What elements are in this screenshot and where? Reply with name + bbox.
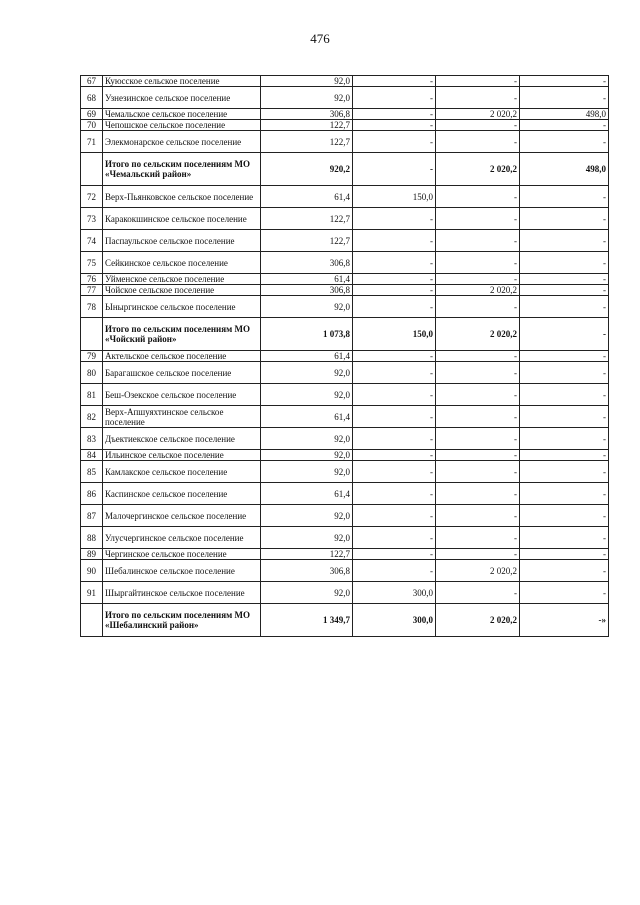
table-row (81, 230, 609, 252)
value-cell-3: - (436, 527, 520, 549)
value-cell-3: - (436, 549, 520, 560)
table-row (81, 109, 609, 120)
table-row (81, 208, 609, 230)
value-cell-1: 92,0 (261, 362, 353, 384)
settlement-name: Чемальское сельское поселение (103, 109, 261, 120)
settlement-name: Верх-Апшуяхтинское сельское поселение (103, 406, 261, 428)
value-cell-3: - (436, 582, 520, 604)
value-cell-2: 300,0 (353, 604, 436, 637)
settlement-name: Дъектиекское сельское поселение (103, 428, 261, 450)
value-cell-4: - (520, 186, 609, 208)
value-cell-1: 92,0 (261, 428, 353, 450)
table-row (81, 428, 609, 450)
table-row (81, 76, 609, 87)
settlement-name: Каракокшинское сельское поселение (103, 208, 261, 230)
table-body (81, 76, 609, 637)
table-row (81, 505, 609, 527)
table-row (81, 87, 609, 109)
value-cell-2: - (353, 131, 436, 153)
value-cell-2: - (353, 384, 436, 406)
value-cell-4: - (520, 252, 609, 274)
table-row (81, 131, 609, 153)
value-cell-3: 2 020,2 (436, 604, 520, 637)
settlement-name: Итого по сельским поселениям МО «Шебалинский район» (103, 604, 261, 637)
value-cell-4: - (520, 362, 609, 384)
settlement-name: Шыргайтинское сельское поселение (103, 582, 261, 604)
value-cell-3: - (436, 483, 520, 505)
value-cell-4: - (520, 384, 609, 406)
settlement-name: Паспаульское сельское поселение (103, 230, 261, 252)
row-number: 78 (81, 296, 103, 318)
row-number: 72 (81, 186, 103, 208)
value-cell-1: 92,0 (261, 87, 353, 109)
table-row (81, 351, 609, 362)
value-cell-4: - (520, 560, 609, 582)
value-cell-1: 122,7 (261, 120, 353, 131)
value-cell-3: - (436, 362, 520, 384)
value-cell-4: - (520, 483, 609, 505)
value-cell-2: - (353, 505, 436, 527)
row-number: 68 (81, 87, 103, 109)
value-cell-1: 122,7 (261, 230, 353, 252)
value-cell-3: - (436, 76, 520, 87)
row-number: 88 (81, 527, 103, 549)
value-cell-1: 61,4 (261, 351, 353, 362)
value-cell-2: - (353, 208, 436, 230)
value-cell-4: - (520, 285, 609, 296)
value-cell-1: 92,0 (261, 461, 353, 483)
value-cell-3: - (436, 186, 520, 208)
settlement-name: Каспинское сельское поселение (103, 483, 261, 505)
row-number: 83 (81, 428, 103, 450)
row-number: 87 (81, 505, 103, 527)
value-cell-2: - (353, 450, 436, 461)
value-cell-3: - (436, 230, 520, 252)
value-cell-3: - (436, 461, 520, 483)
settlement-name: Ыныргинское сельское поселение (103, 296, 261, 318)
value-cell-3: - (436, 274, 520, 285)
total-row (81, 153, 609, 186)
value-cell-1: 92,0 (261, 582, 353, 604)
table-row (81, 384, 609, 406)
value-cell-3: - (436, 120, 520, 131)
value-cell-3: - (436, 252, 520, 274)
settlement-name: Чепошское сельское поселение (103, 120, 261, 131)
value-cell-4: - (520, 549, 609, 560)
settlement-name: Камлакское сельское поселение (103, 461, 261, 483)
value-cell-4: - (520, 582, 609, 604)
value-cell-4: - (520, 461, 609, 483)
value-cell-3: - (436, 87, 520, 109)
value-cell-2: - (353, 252, 436, 274)
value-cell-4: - (520, 274, 609, 285)
value-cell-2: - (353, 76, 436, 87)
value-cell-1: 306,8 (261, 285, 353, 296)
value-cell-3: - (436, 131, 520, 153)
value-cell-2: - (353, 461, 436, 483)
value-cell-2: 300,0 (353, 582, 436, 604)
settlement-name: Чергинское сельское поселение (103, 549, 261, 560)
row-number: 91 (81, 582, 103, 604)
value-cell-3: 2 020,2 (436, 318, 520, 351)
settlement-name: Барагашское сельское поселение (103, 362, 261, 384)
value-cell-1: 92,0 (261, 505, 353, 527)
row-number: 74 (81, 230, 103, 252)
value-cell-4: - (520, 505, 609, 527)
row-number: 69 (81, 109, 103, 120)
value-cell-1: 92,0 (261, 76, 353, 87)
value-cell-4: - (520, 120, 609, 131)
value-cell-1: 61,4 (261, 406, 353, 428)
row-number: 67 (81, 76, 103, 87)
value-cell-2: 150,0 (353, 318, 436, 351)
table-row (81, 527, 609, 549)
value-cell-1: 1 073,8 (261, 318, 353, 351)
table-row (81, 285, 609, 296)
value-cell-4: -» (520, 604, 609, 637)
value-cell-2: - (353, 230, 436, 252)
table-row (81, 483, 609, 505)
settlement-name: Итого по сельским поселениям МО «Чойский район» (103, 318, 261, 351)
value-cell-1: 920,2 (261, 153, 353, 186)
table-row (81, 186, 609, 208)
value-cell-3: 2 020,2 (436, 153, 520, 186)
settlement-name: Улусчергинское сельское поселение (103, 527, 261, 549)
row-number: 75 (81, 252, 103, 274)
value-cell-1: 122,7 (261, 208, 353, 230)
value-cell-4: - (520, 351, 609, 362)
settlement-name: Узнезинское сельское поселение (103, 87, 261, 109)
value-cell-1: 122,7 (261, 549, 353, 560)
value-cell-4: - (520, 450, 609, 461)
row-number: 77 (81, 285, 103, 296)
table-row (81, 450, 609, 461)
settlement-name: Элекмонарское сельское поселение (103, 131, 261, 153)
table-row (81, 252, 609, 274)
row-number: 81 (81, 384, 103, 406)
row-number (81, 318, 103, 351)
value-cell-4: - (520, 527, 609, 549)
settlement-name: Итого по сельским поселениям МО «Чемальский район» (103, 153, 261, 186)
table-row (81, 406, 609, 428)
settlement-name: Куюсское сельское поселение (103, 76, 261, 87)
value-cell-4: - (520, 230, 609, 252)
table-row (81, 274, 609, 285)
value-cell-2: - (353, 527, 436, 549)
value-cell-2: - (353, 483, 436, 505)
value-cell-4: 498,0 (520, 109, 609, 120)
settlement-name: Чойское сельское поселение (103, 285, 261, 296)
value-cell-2: - (353, 120, 436, 131)
value-cell-2: - (353, 87, 436, 109)
value-cell-2: - (353, 549, 436, 560)
table-row (81, 461, 609, 483)
settlement-name: Уйменское сельское поселение (103, 274, 261, 285)
table-row (81, 120, 609, 131)
value-cell-2: - (353, 153, 436, 186)
table-row (81, 582, 609, 604)
settlement-name: Сейкинское сельское поселение (103, 252, 261, 274)
table-row (81, 549, 609, 560)
value-cell-2: - (353, 109, 436, 120)
value-cell-3: 2 020,2 (436, 560, 520, 582)
value-cell-1: 92,0 (261, 384, 353, 406)
value-cell-3: - (436, 384, 520, 406)
value-cell-3: - (436, 505, 520, 527)
value-cell-2: - (353, 362, 436, 384)
value-cell-1: 92,0 (261, 527, 353, 549)
settlement-name: Шебалинское сельское поселение (103, 560, 261, 582)
row-number: 90 (81, 560, 103, 582)
value-cell-3: 2 020,2 (436, 285, 520, 296)
row-number (81, 153, 103, 186)
row-number: 89 (81, 549, 103, 560)
total-row (81, 318, 609, 351)
value-cell-4: - (520, 428, 609, 450)
row-number: 71 (81, 131, 103, 153)
value-cell-3: - (436, 351, 520, 362)
table-row (81, 296, 609, 318)
value-cell-3: - (436, 428, 520, 450)
row-number: 85 (81, 461, 103, 483)
value-cell-1: 92,0 (261, 450, 353, 461)
settlement-name: Беш-Озекское сельское поселение (103, 384, 261, 406)
table-row (81, 362, 609, 384)
value-cell-1: 306,8 (261, 560, 353, 582)
value-cell-4: - (520, 76, 609, 87)
value-cell-4: - (520, 131, 609, 153)
value-cell-4: - (520, 406, 609, 428)
row-number: 76 (81, 274, 103, 285)
row-number: 73 (81, 208, 103, 230)
total-row (81, 604, 609, 637)
value-cell-1: 61,4 (261, 483, 353, 505)
value-cell-2: - (353, 296, 436, 318)
value-cell-2: - (353, 274, 436, 285)
page-number: 476 (310, 31, 330, 46)
row-number: 86 (81, 483, 103, 505)
value-cell-4: - (520, 296, 609, 318)
value-cell-2: - (353, 560, 436, 582)
value-cell-2: 150,0 (353, 186, 436, 208)
row-number: 70 (81, 120, 103, 131)
value-cell-2: - (353, 428, 436, 450)
data-table (80, 75, 609, 637)
settlement-name: Верх-Пьянковское сельское поселение (103, 186, 261, 208)
value-cell-3: 2 020,2 (436, 109, 520, 120)
settlement-name: Актельское сельское поселение (103, 351, 261, 362)
value-cell-3: - (436, 450, 520, 461)
value-cell-3: - (436, 208, 520, 230)
table-row (81, 560, 609, 582)
value-cell-1: 1 349,7 (261, 604, 353, 637)
value-cell-4: - (520, 87, 609, 109)
value-cell-1: 61,4 (261, 274, 353, 285)
value-cell-1: 61,4 (261, 186, 353, 208)
value-cell-2: - (353, 351, 436, 362)
settlement-name: Малочергинское сельское поселение (103, 505, 261, 527)
value-cell-4: - (520, 318, 609, 351)
row-number: 82 (81, 406, 103, 428)
value-cell-4: - (520, 208, 609, 230)
value-cell-1: 306,8 (261, 252, 353, 274)
value-cell-3: - (436, 296, 520, 318)
row-number: 80 (81, 362, 103, 384)
value-cell-1: 122,7 (261, 131, 353, 153)
value-cell-2: - (353, 285, 436, 296)
value-cell-3: - (436, 406, 520, 428)
settlement-name: Ильинское сельское поселение (103, 450, 261, 461)
value-cell-1: 306,8 (261, 109, 353, 120)
value-cell-1: 92,0 (261, 296, 353, 318)
value-cell-4: 498,0 (520, 153, 609, 186)
row-number (81, 604, 103, 637)
row-number: 79 (81, 351, 103, 362)
row-number: 84 (81, 450, 103, 461)
value-cell-2: - (353, 406, 436, 428)
